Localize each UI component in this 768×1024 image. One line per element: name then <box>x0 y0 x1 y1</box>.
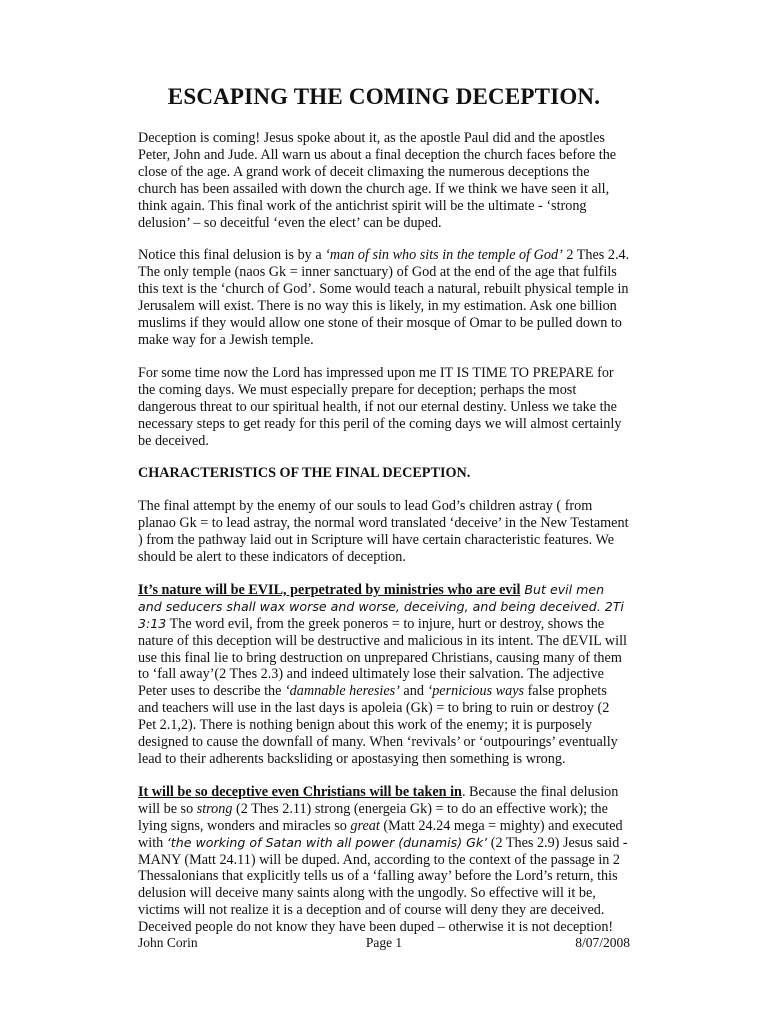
document-title: ESCAPING THE COMING DECEPTION. <box>167 84 601 109</box>
page-footer <box>138 935 630 951</box>
so-deceptive-text-a: . Because the final delusion will be so <box>138 783 619 817</box>
paragraph-intro: Deception is coming! Jesus spoke about it, as the apostle Paul did and the apostles Peter, John and Jude. All warn us about a final deception the church faces before the close of the age. A grand work of deceit climaxing the numerous deceptions the church has been assailed with down the church age. If we think we have seen it all, think again. This final work of the antichrist spirit will be the ultimate - ‘strong delusion’ – so deceitful ‘even the elect’ can be duped. <box>138 130 617 231</box>
evil-nature-text-b: and <box>399 683 428 700</box>
footer-author: John Corin <box>138 935 198 950</box>
paragraph-temple-text-b: 2 Thes 2.4. The only temple (naos Gk = inner sanctuary) of God at the end of the age that fulfils this text is the ‘church of God’. Some would teach a natural, rebuilt physical temple in Jerusalem will exist. There is no way this is likely, in my estimation. Ask one billion muslims if they would allow one stone of their mosque of Omar to be pulled down to make way for a Jewish temple. <box>138 247 630 348</box>
so-deceptive-italic-strong: strong <box>196 800 233 817</box>
footer-page-number: Page 1 <box>365 935 403 950</box>
paragraph-prepare: For some time now the Lord has impressed upon me IT IS TIME TO PREPARE for the coming days. We must especially prepare for deception; perhaps the most dangerous threat to our spiritual health, if not our eternal destiny. Unless we take the necessary steps to get ready for this peril of the coming days we will almost certainly be deceived. <box>138 364 622 449</box>
evil-nature-scripture-quote: But evil men and seducers shall wax worse and worse, deceiving, and being deceived. 2Ti 3:13 <box>138 581 624 631</box>
so-deceptive-text-b: (2 Thes 2.11) strong (energeia Gk) = to do an effective work); the lying signs, wonders and miracles so <box>138 800 608 834</box>
evil-nature-italic-1: ‘damnable heresies’ <box>284 683 400 700</box>
evil-nature-italic-2: ‘pernicious ways <box>427 683 525 700</box>
evil-nature-text-c: false prophets and teachers will use in the last days is apoleia (Gk) = to bring to ruin or destroy (2 Pet 2.1,2). There is nothing benign about this work of the enemy; it is purposely designed to cause the downfall of many. When ‘revivals’ or ‘outpourings’ eventually lead to their adherents backsliding or apostasying then something is wrong. <box>138 683 618 767</box>
paragraph-temple <box>138 247 630 348</box>
so-deceptive-italic-great: great <box>350 817 380 834</box>
footer-date: 8/07/2008 <box>575 935 630 950</box>
so-deceptive-quote: ‘the working of Satan with all power (dunamis) Gk’ <box>166 834 488 850</box>
paragraph-evil-nature <box>138 582 630 768</box>
so-deceptive-lead: It will be so deceptive even Christians will be taken in <box>138 783 462 800</box>
paragraph-final-attempt: The final attempt by the enemy of our souls to lead God’s children astray ( from planao Gk = to lead astray, the normal word translated ‘deceive’ in the New Testament ) from the pathway laid out in Scripture will have certain characteristic features. We should be alert to these indicators of deception. <box>138 498 629 566</box>
paragraph-temple-text-a: Notice this final delusion is by a <box>138 247 326 264</box>
so-deceptive-text-c: (Matt 24.24 mega = mighty) and executed with <box>138 817 623 851</box>
paragraph-so-deceptive <box>138 784 630 936</box>
section-heading: CHARACTERISTICS OF THE FINAL DECEPTION. <box>138 465 471 482</box>
evil-nature-lead: It’s nature will be EVIL, perpetrated by ministries who are evil <box>138 581 521 598</box>
so-deceptive-text-d: (2 Thes 2.9) Jesus said - MANY (Matt 24.11) will be duped. And, according to the context of the passage in 2 Thessalonians that explicitly tells us of a ‘falling away’ before the Lord’s return, this delusion will deceive many saints along with the ungodly. So effective will it be, victims will not realize it is a deception and of course will deny they are deceived. Deceived people do not know they have been duped – otherwise it is not deception! <box>138 834 628 936</box>
paragraph-temple-quote: ‘man of sin who sits in the temple of God’ <box>325 247 563 264</box>
evil-nature-text-a: The word evil, from the greek poneros = to injure, hurt or destroy, shows the nature of this deception will be destructive and malicious in its intent. The dEVIL will use this final lie to bring destruction on unprepared Christians, causing many of them to ‘fall away’(2 Thes 2.3) and indeed ultimately lose their salvation. The adjective Peter uses to describe the <box>138 615 627 700</box>
